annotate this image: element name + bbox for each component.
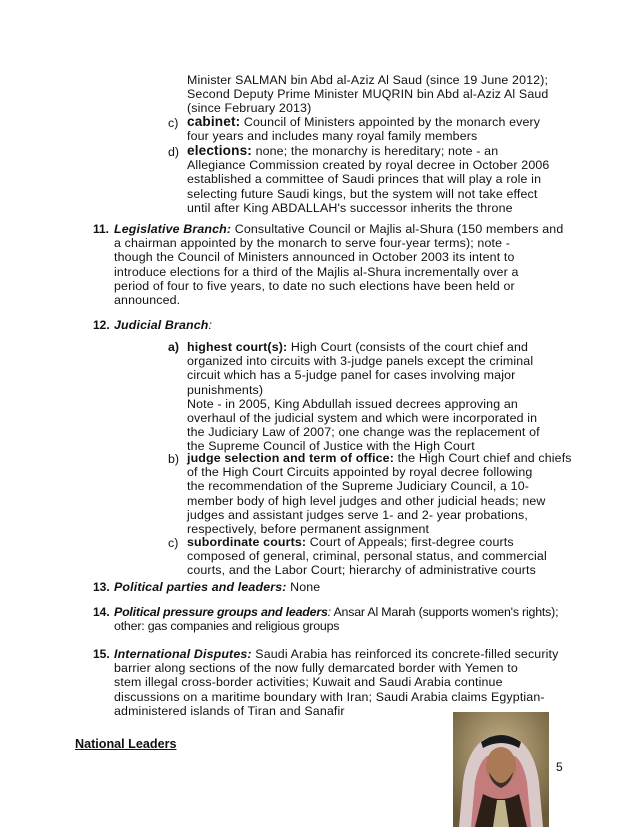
- text-line: none; the monarchy is hereditary; note - an: [255, 144, 499, 158]
- section-number-15: 15.: [93, 647, 110, 661]
- item-label-c: c): [168, 116, 179, 130]
- executive-continuation: [187, 73, 548, 116]
- text-line: courts, and the Labor Court; hierarchy of administrative courts: [187, 563, 536, 578]
- elections-term: elections:: [187, 143, 252, 158]
- item-label-c2: c): [168, 536, 179, 550]
- cabinet-term: cabinet:: [187, 114, 241, 129]
- parties-term: Political parties and leaders:: [114, 580, 287, 594]
- page-number: 5: [556, 760, 563, 774]
- judicial-colon: :: [208, 318, 213, 332]
- section-number-13: 13.: [93, 580, 110, 594]
- judge-selection-term: judge selection and term of office:: [187, 451, 394, 465]
- text-line: established a committee of Saudi princes that will play a role in: [187, 172, 542, 187]
- text-line: four years and includes many royal family members: [187, 129, 478, 144]
- text-line: the Supreme Council of Justice with the High Court: [187, 439, 475, 454]
- text-line: a chairman appointed by the monarch to serve four-year terms); note -: [114, 236, 511, 251]
- disputes-term: International Disputes:: [114, 647, 252, 661]
- text-line: circuit which has a 5-judge panel for cases involving major: [187, 368, 516, 383]
- political-parties: [114, 580, 320, 594]
- text-line: period of four to five years, to date no such elections have been held or: [114, 278, 515, 293]
- text-line: other: gas companies and religious groups: [114, 619, 340, 634]
- text-line: organized into circuits with 3-judge panels except the criminal: [187, 354, 534, 369]
- text-line: Minister SALMAN bin Abd al-Aziz Al Saud (since 19 June 2012);: [187, 73, 549, 87]
- leader-portrait-image: [453, 712, 549, 827]
- text-line: the High Court chief and chiefs: [397, 451, 572, 465]
- text-line: member body of high level judges and other judicial heads; new: [187, 493, 546, 508]
- text-line: Allegiance Commission created by royal decree in October 2006: [187, 158, 550, 173]
- text-line: selecting future Saudi kings, but the system will not take effect: [187, 186, 538, 201]
- text-line: Council of Ministers appointed by the monarch every: [243, 115, 541, 129]
- elections-item: [187, 144, 549, 215]
- text-line: None: [290, 580, 321, 594]
- legislative-term: Legislative Branch:: [114, 222, 232, 236]
- text-line: Saudi Arabia has reinforced its concrete-filled security: [255, 647, 559, 661]
- text-line: punishments): [187, 382, 264, 397]
- highest-courts-item: [187, 340, 540, 454]
- text-line: until after King ABDALLAH's successor inherits the throne: [187, 200, 513, 215]
- text-line: discussions on a maritime boundary with Iran; Saudi Arabia claims Egyptian-: [114, 689, 545, 704]
- subordinate-courts-item: [187, 535, 547, 578]
- item-label-a: a): [168, 340, 180, 354]
- highest-courts-term: highest court(s):: [187, 340, 288, 354]
- international-disputes: [114, 647, 558, 718]
- text-line: of the High Court Circuits appointed by royal decree following: [187, 465, 533, 480]
- section-number-11: 11.: [93, 222, 110, 236]
- judicial-term: Judicial Branch: [114, 318, 209, 332]
- text-line: Note - in 2005, King Abdullah issued decrees approving an: [187, 396, 518, 411]
- item-label-d: d): [168, 145, 180, 159]
- pressure-term: Political pressure groups and leaders: [114, 605, 328, 619]
- pressure-colon: :: [327, 605, 331, 619]
- text-line: Court of Appeals; first-degree courts: [309, 535, 514, 549]
- judicial-branch-heading: [114, 318, 212, 332]
- text-line: though the Council of Ministers announced in October 2003 its intent to: [114, 250, 515, 265]
- cabinet-item: [187, 115, 540, 143]
- text-line: the recommendation of the Supreme Judiciary Council, a 10-: [187, 479, 530, 494]
- text-line: composed of general, criminal, personal status, and commercial: [187, 549, 547, 564]
- text-line: Consultative Council or Majlis al-Shura (150 members and: [234, 222, 564, 236]
- pressure-groups: [114, 605, 558, 633]
- text-line: stem illegal cross-border activities; Kuwait and Saudi Arabia continue: [114, 675, 503, 690]
- text-line: Second Deputy Prime Minister MUQRIN bin Abd al-Aziz Al Saud: [187, 87, 549, 102]
- judge-selection-item: [187, 451, 572, 536]
- text-line: overhaul of the judicial system and which were incorporated in: [187, 411, 538, 426]
- text-line: Ansar Al Marah (supports women's rights);: [333, 605, 559, 619]
- text-line: respectively, before permanent assignment: [187, 522, 430, 537]
- text-line: barrier along sections of the now fully demarcated border with Yemen to: [114, 661, 518, 676]
- item-label-b: b): [168, 452, 180, 466]
- text-line: High Court (consists of the court chief and: [290, 340, 529, 354]
- national-leaders-heading: National Leaders: [75, 737, 177, 751]
- text-line: introduce elections for a third of the Majlis al-Shura incrementally over a: [114, 264, 519, 279]
- text-line: (since February 2013): [187, 101, 312, 116]
- leader-portrait: [453, 712, 549, 827]
- text-line: administered islands of Tiran and Sanafir: [114, 703, 345, 718]
- legislative-branch: [114, 222, 563, 307]
- text-line: announced.: [114, 293, 181, 308]
- section-number-12: 12.: [93, 318, 110, 332]
- section-number-14: 14.: [93, 605, 110, 619]
- text-line: the Judiciary Law of 2007; one change was the replacement of: [187, 425, 540, 440]
- subordinate-courts-term: subordinate courts:: [187, 535, 307, 549]
- text-line: judges and assistant judges serve 1- and 2- year probations,: [187, 507, 528, 522]
